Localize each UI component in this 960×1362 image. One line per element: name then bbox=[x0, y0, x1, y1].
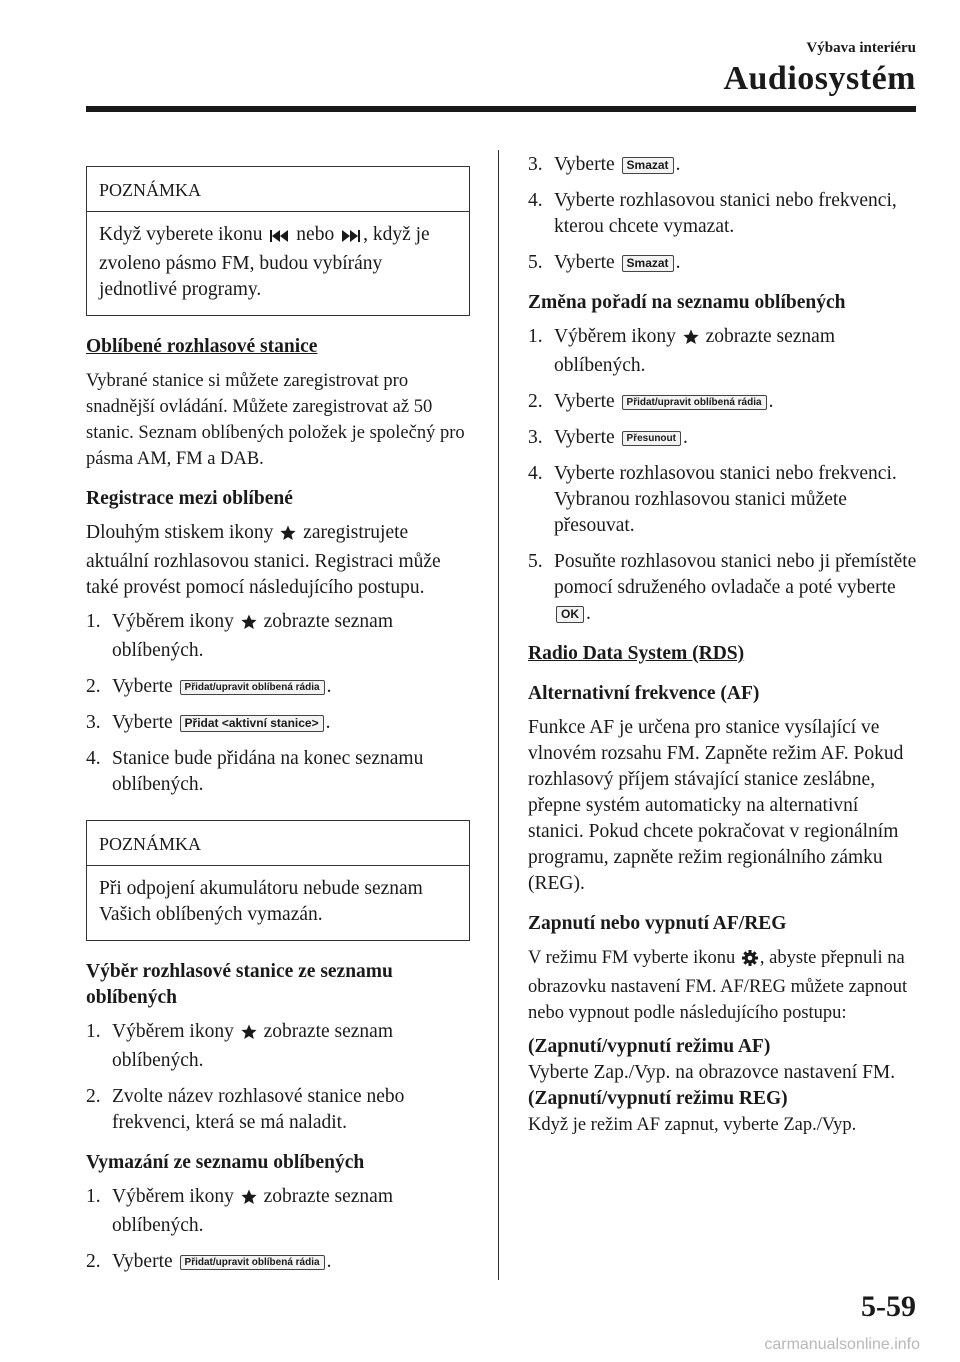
list-item: 4. Vyberte rozhlasovou stanici nebo frekvenci. Vybranou rozhlasovou stanici můžete přesouvat. bbox=[528, 463, 897, 536]
note-body: Při odpojení akumulátoru nebude seznam Vašich oblíbených vymazán. bbox=[99, 878, 423, 925]
header-rule bbox=[86, 106, 916, 112]
list-item: 3. Vyberte Přidat <aktivní stanice> . bbox=[86, 712, 331, 733]
right-column bbox=[528, 152, 918, 1138]
paragraph: Funkce AF je určena pro stanice vysílající ve vlnovém rozsahu FM. Zapněte režim AF. Pokud rozhlasový příjem stávající stanice zeslábne, přepne systém automaticky na alternativní stanici. Pokud chcete pokračovat v regionálním programu, zapněte režim regionálního zámku (REG). bbox=[528, 717, 904, 894]
list-item: 2. Vyberte Přidat/upravit oblíbená rádia . bbox=[86, 676, 332, 697]
paragraph: Vybrané stanice si můžete zaregistrovat pro snadnější ovládání. Můžete zaregistrovat až 50 stanic. Seznam oblíbených položek je společný pro pásma AM, FM a DAB. bbox=[86, 371, 465, 469]
section-heading: Výběr rozhlasové stanice ze seznamu oblíbených bbox=[86, 961, 393, 1008]
gear-icon bbox=[742, 948, 758, 974]
add-edit-favorites-button: Přidat/upravit oblíbená rádia bbox=[180, 1255, 325, 1270]
list-item: 2. Zvolte název rozhlasové stanice nebo frekvenci, která se má naladit. bbox=[86, 1086, 405, 1133]
section-heading: Alternativní frekvence (AF) bbox=[528, 683, 760, 704]
paragraph: Když je režim AF zapnut, vyberte Zap./Vyp. bbox=[528, 1115, 857, 1135]
paragraph: V režimu FM vyberte ikonu , abyste přepnuli na obrazovku nastavení FM. AF/REG můžete zapnout nebo vypnout podle následujícího postupu: bbox=[528, 948, 908, 1023]
note-text: nebo bbox=[296, 224, 335, 245]
note-box bbox=[86, 820, 470, 941]
list-item: 5. Vyberte Smazat . bbox=[528, 252, 681, 273]
note-text: Když vyberete ikonu bbox=[99, 224, 263, 245]
add-active-station-button: Přidat <aktivní stanice> bbox=[180, 715, 324, 732]
list-item: 2. Vyberte Přidat/upravit oblíbená rádia . bbox=[528, 391, 774, 412]
list-item: 1. Výběrem ikony zobrazte seznam oblíbených. bbox=[86, 1186, 393, 1236]
sub-heading: (Zapnutí/vypnutí režimu AF) bbox=[528, 1036, 771, 1057]
note-box bbox=[86, 166, 470, 316]
note-text: , když je zvoleno pásmo FM, budou vybírány jednotlivé programy. bbox=[99, 224, 430, 300]
page-number: 5-59 bbox=[861, 1290, 916, 1323]
ok-button: OK bbox=[556, 606, 584, 623]
star-icon bbox=[241, 1022, 257, 1048]
list-item: 3. Vyberte Smazat . bbox=[528, 154, 681, 175]
note-heading: POZNÁMKA bbox=[87, 167, 469, 212]
paragraph: Dlouhým stiskem ikony zaregistrujete aktuální rozhlasovou stanici. Registraci může také provést pomocí následujícího postupu. bbox=[86, 522, 441, 598]
skip-back-icon bbox=[269, 225, 289, 251]
section-heading: Registrace mezi oblíbené bbox=[86, 488, 293, 509]
star-icon bbox=[241, 612, 257, 638]
note-heading: POZNÁMKA bbox=[87, 821, 469, 866]
list-item: 4. Stanice bude přidána na konec seznamu oblíbených. bbox=[86, 748, 424, 795]
paragraph: Vyberte Zap./Vyp. na obrazovce nastavení FM. bbox=[528, 1062, 896, 1083]
list-item: 1. Výběrem ikony zobrazte seznam oblíbených. bbox=[86, 1021, 393, 1071]
page-title: Audiosystém bbox=[723, 60, 916, 97]
list-item: 3. Vyberte Přesunout . bbox=[528, 427, 688, 448]
move-button: Přesunout bbox=[622, 431, 681, 446]
add-edit-favorites-button: Přidat/upravit oblíbená rádia bbox=[180, 680, 325, 695]
section-heading: Vymazání ze seznamu oblíbených bbox=[86, 1152, 365, 1173]
watermark: carmanualsonline.info bbox=[764, 1336, 920, 1353]
list-item: 1. Výběrem ikony zobrazte seznam oblíbených. bbox=[86, 611, 393, 661]
add-edit-favorites-button: Přidat/upravit oblíbená rádia bbox=[622, 395, 767, 410]
column-divider bbox=[498, 150, 499, 1280]
skip-forward-icon bbox=[341, 225, 361, 251]
header-section: Výbava interiéru bbox=[806, 40, 916, 56]
section-heading: Radio Data System (RDS) bbox=[528, 643, 745, 664]
section-heading: Zapnutí nebo vypnutí AF/REG bbox=[528, 913, 787, 934]
star-icon bbox=[280, 523, 296, 549]
list-item: 1. Výběrem ikony zobrazte seznam oblíbených. bbox=[528, 326, 835, 376]
star-icon bbox=[683, 327, 699, 353]
left-column bbox=[86, 152, 470, 1285]
list-item: 4. Vyberte rozhlasovou stanici nebo frekvenci, kterou chcete vymazat. bbox=[528, 190, 897, 237]
list-item: 2. Vyberte Přidat/upravit oblíbená rádia . bbox=[86, 1251, 332, 1272]
section-heading: Oblíbené rozhlasové stanice bbox=[86, 336, 318, 357]
section-heading: Změna pořadí na seznamu oblíbených bbox=[528, 292, 846, 313]
note-body bbox=[87, 212, 469, 315]
delete-button: Smazat bbox=[622, 255, 674, 272]
list-item: 5. Posuňte rozhlasovou stanici nebo ji přemístěte pomocí sdruženého ovladače a poté vyberte OK . bbox=[528, 551, 917, 624]
delete-button: Smazat bbox=[622, 157, 674, 174]
star-icon bbox=[241, 1187, 257, 1213]
sub-heading: (Zapnutí/vypnutí režimu REG) bbox=[528, 1088, 788, 1109]
